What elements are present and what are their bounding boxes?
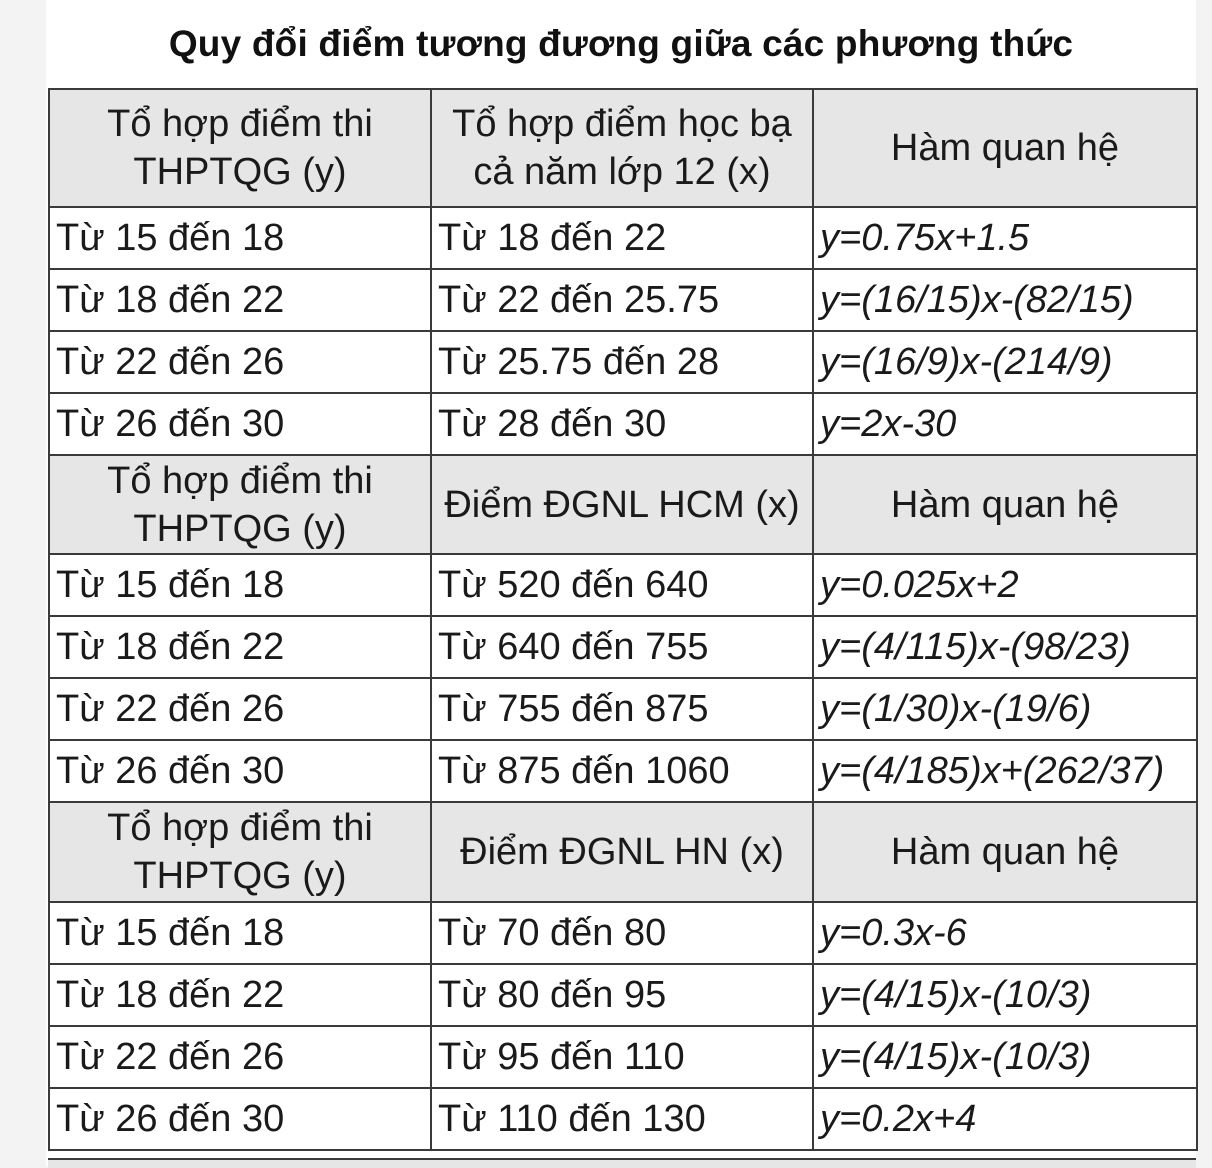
- table-row: [49, 616, 1197, 678]
- formula: y=(16/9)x-(214/9): [813, 331, 1197, 393]
- thptqg-range: Từ 18 đến 22: [49, 964, 431, 1026]
- table-row: [49, 554, 1197, 616]
- cropped-next-row: [48, 1158, 1196, 1168]
- x-range: Từ 22 đến 25.75: [431, 269, 813, 331]
- header-thptqg: Tổ hợp điểm thi THPTQG (y): [49, 89, 431, 207]
- section-header-dgnl-hn: [49, 802, 1197, 902]
- conversion-table: [48, 88, 1198, 1151]
- formula: y=(16/15)x-(82/15): [813, 269, 1197, 331]
- table-row: [49, 1026, 1197, 1088]
- thptqg-range: Từ 15 đến 18: [49, 902, 431, 964]
- formula: y=2x-30: [813, 393, 1197, 455]
- table-row: [49, 207, 1197, 269]
- thptqg-range: Từ 22 đến 26: [49, 678, 431, 740]
- header-function: Hàm quan hệ: [813, 89, 1197, 207]
- header-function: Hàm quan hệ: [813, 455, 1197, 554]
- header-dgnl-hn: Điểm ĐGNL HN (x): [431, 802, 813, 902]
- x-range: Từ 640 đến 755: [431, 616, 813, 678]
- formula: y=0.75x+1.5: [813, 207, 1197, 269]
- section-header-dgnl-hcm: [49, 455, 1197, 554]
- formula: y=0.025x+2: [813, 554, 1197, 616]
- header-thptqg: Tổ hợp điểm thi THPTQG (y): [49, 455, 431, 554]
- table-row: [49, 393, 1197, 455]
- formula: y=(4/185)x+(262/37): [813, 740, 1197, 802]
- thptqg-range: Từ 26 đến 30: [49, 393, 431, 455]
- table-row: [49, 678, 1197, 740]
- thptqg-range: Từ 15 đến 18: [49, 554, 431, 616]
- page-title: Quy đổi điểm tương đương giữa các phương thức: [168, 23, 1074, 64]
- table-row: [49, 740, 1197, 802]
- table-row: [49, 331, 1197, 393]
- x-range: Từ 520 đến 640: [431, 554, 813, 616]
- x-range: Từ 70 đến 80: [431, 902, 813, 964]
- thptqg-range: Từ 26 đến 30: [49, 1088, 431, 1150]
- x-range: Từ 25.75 đến 28: [431, 331, 813, 393]
- table-row: [49, 1088, 1197, 1150]
- x-range: Từ 875 đến 1060: [431, 740, 813, 802]
- thptqg-range: Từ 15 đến 18: [49, 207, 431, 269]
- x-range: Từ 28 đến 30: [431, 393, 813, 455]
- thptqg-range: Từ 26 đến 30: [49, 740, 431, 802]
- header-function: Hàm quan hệ: [813, 802, 1197, 902]
- x-range: Từ 110 đến 130: [431, 1088, 813, 1150]
- formula: y=(1/30)x-(19/6): [813, 678, 1197, 740]
- thptqg-range: Từ 22 đến 26: [49, 1026, 431, 1088]
- table-row: [49, 902, 1197, 964]
- header-dgnl-hcm: Điểm ĐGNL HCM (x): [431, 455, 813, 554]
- document-sheet: [46, 0, 1196, 1166]
- thptqg-range: Từ 18 đến 22: [49, 269, 431, 331]
- formula: y=(4/115)x-(98/23): [813, 616, 1197, 678]
- table-row: [49, 269, 1197, 331]
- formula: y=(4/15)x-(10/3): [813, 964, 1197, 1026]
- thptqg-range: Từ 22 đến 26: [49, 331, 431, 393]
- formula: y=0.3x-6: [813, 902, 1197, 964]
- section-header-hocba: [49, 89, 1197, 207]
- x-range: Từ 95 đến 110: [431, 1026, 813, 1088]
- formula: y=(4/15)x-(10/3): [813, 1026, 1197, 1088]
- x-range: Từ 755 đến 875: [431, 678, 813, 740]
- thptqg-range: Từ 18 đến 22: [49, 616, 431, 678]
- header-hocba: Tổ hợp điểm học bạ cả năm lớp 12 (x): [431, 89, 813, 207]
- table-row: [49, 964, 1197, 1026]
- x-range: Từ 18 đến 22: [431, 207, 813, 269]
- formula: y=0.2x+4: [813, 1088, 1197, 1150]
- header-thptqg: Tổ hợp điểm thi THPTQG (y): [49, 802, 431, 902]
- x-range: Từ 80 đến 95: [431, 964, 813, 1026]
